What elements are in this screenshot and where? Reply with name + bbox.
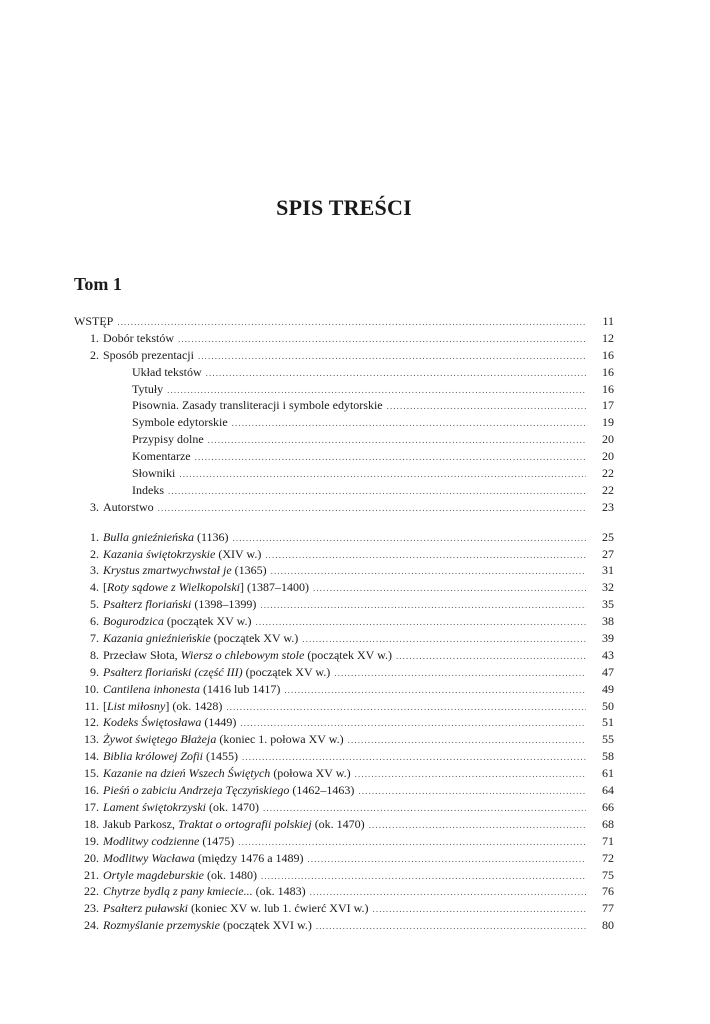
toc-entry[interactable]: [74, 765, 614, 782]
toc-entry-number: 8.: [90, 647, 99, 662]
toc-entry-label: Kazania gnieźnieńskie (początek XV w.): [103, 631, 299, 646]
toc-entry-page-number: 39: [602, 631, 614, 646]
toc-entry-page-number: 20: [602, 432, 614, 447]
toc-entry-label: Psałterz floriański (część III) (początek XV w.): [103, 664, 331, 679]
toc-entry-label: Żywot świętego Błażeja (koniec 1. połowa XV w.): [103, 732, 344, 747]
toc-entry-number: 13.: [84, 732, 99, 747]
dot-leader: [260, 597, 586, 614]
toc-entry[interactable]: [74, 782, 614, 799]
toc-entry[interactable]: [74, 330, 614, 347]
toc-entry-label: Ortyle magdeburskie (ok. 1480): [103, 867, 257, 882]
toc-entry-label: Chytrze bydlą z pany kmiecie... (ok. 1483): [103, 884, 306, 899]
toc-entry-number: 4.: [90, 580, 99, 595]
toc-entry-number: 20.: [84, 850, 99, 865]
toc-entry-label: Modlitwy codzienne (1475): [103, 833, 235, 848]
toc-entry-number: 1.: [90, 529, 99, 544]
dot-leader: [178, 331, 586, 348]
dot-leader: [369, 817, 586, 834]
toc-entry-page-number: 80: [602, 918, 614, 933]
toc-entry[interactable]: [74, 482, 614, 499]
toc-entry-page-number: 55: [602, 732, 614, 747]
toc-entry-page-number: 22: [602, 466, 614, 481]
toc-entry-label: [Roty sądowe z Wielkopolski] (1387–1400): [103, 580, 309, 595]
toc-entry[interactable]: [74, 917, 614, 934]
toc-entry-label: Symbole edytorskie: [132, 415, 228, 430]
toc-entry-label: Jakub Parkosz, Traktat o ortografii polskiej (ok. 1470): [103, 816, 365, 831]
toc-entry-page-number: 61: [602, 766, 614, 781]
toc-entry-page-number: 71: [602, 833, 614, 848]
toc-entry[interactable]: [74, 347, 614, 364]
toc-entry[interactable]: [74, 364, 614, 381]
toc-entry-number: 21.: [84, 867, 99, 882]
dot-leader: [358, 783, 586, 800]
dot-leader: [256, 614, 586, 631]
toc-entry-label: Pieśń o zabiciu Andrzeja Tęczyńskiego (1462–1463): [103, 783, 355, 798]
toc-entry-page-number: 16: [602, 364, 614, 379]
toc-entry-number: 12.: [84, 715, 99, 730]
dot-leader: [226, 699, 586, 716]
toc-entry-label: [List miłosny] (ok. 1428): [103, 698, 223, 713]
toc-entry-page-number: 64: [602, 783, 614, 798]
toc-entry-page-number: 58: [602, 749, 614, 764]
toc-entry-label: Sposób prezentacji: [103, 347, 194, 362]
toc-entry[interactable]: [74, 529, 614, 546]
toc-entry-page-number: 16: [602, 381, 614, 396]
toc-entry[interactable]: [74, 850, 614, 867]
toc-entry-label: Lament świętokrzyski (ok. 1470): [103, 799, 259, 814]
toc-entry-label: Układ tekstów: [132, 364, 202, 379]
dot-leader: [265, 547, 586, 564]
toc-entry-number: 18.: [84, 816, 99, 831]
toc-entry-label: Modlitwy Wacława (między 1476 a 1489): [103, 850, 304, 865]
toc-entry-page-number: 66: [602, 799, 614, 814]
toc-entry[interactable]: [74, 883, 614, 900]
toc-entry-label: Krystus zmartwychwstał je (1365): [103, 563, 267, 578]
dot-leader: [195, 449, 586, 466]
toc-entry-label: Indeks: [132, 482, 164, 497]
dot-leader: [271, 563, 586, 580]
toc-entry[interactable]: [74, 833, 614, 850]
toc-entry-label: Komentarze: [132, 449, 191, 464]
toc-entry[interactable]: [74, 731, 614, 748]
dot-leader: [232, 415, 586, 432]
toc-entry[interactable]: [74, 414, 614, 431]
volume-heading: Tom 1: [74, 274, 122, 294]
toc-entry-page-number: 17: [602, 398, 614, 413]
toc-entry-number: 16.: [84, 783, 99, 798]
toc-entry-page-number: 77: [602, 901, 614, 916]
dot-leader: [373, 901, 586, 918]
toc-entry-page-number: 11: [602, 314, 614, 328]
page-title: SPIS TREŚCI: [276, 195, 412, 220]
toc-entry[interactable]: [74, 431, 614, 448]
toc-entry[interactable]: [74, 313, 614, 330]
toc-entry-label: WSTĘP: [74, 314, 114, 328]
toc-entry-number: 19.: [84, 833, 99, 848]
toc-entry[interactable]: [74, 816, 614, 833]
toc-entry-label: Autorstwo: [103, 499, 154, 514]
toc-entry-page-number: 23: [602, 499, 614, 514]
toc-entry[interactable]: [74, 613, 614, 630]
toc-entry-page-number: 25: [602, 529, 614, 544]
toc-entry[interactable]: [74, 681, 614, 698]
dot-leader: [316, 918, 586, 935]
dot-leader: [198, 348, 586, 365]
toc-entry-number: 2.: [90, 546, 99, 561]
toc-entry-page-number: 35: [602, 597, 614, 612]
toc-entry-page-number: 75: [602, 867, 614, 882]
toc-entry-page-number: 68: [602, 816, 614, 831]
toc-entry-label: Kazania świętokrzyskie (XIV w.): [103, 546, 262, 561]
dot-leader: [261, 868, 586, 885]
toc-entry-page-number: 12: [602, 330, 614, 345]
toc-entry-label: Słowniki: [132, 466, 176, 481]
toc-entry-label: Tytuły: [132, 381, 164, 396]
toc-entry[interactable]: [74, 630, 614, 647]
dot-leader: [334, 665, 586, 682]
toc-entry[interactable]: [74, 748, 614, 765]
dot-leader: [263, 800, 586, 817]
toc-entry-label: Przypisy dolne: [132, 432, 204, 447]
toc-entry[interactable]: [74, 448, 614, 465]
toc-entry-number: 14.: [84, 749, 99, 764]
toc-entry-number: 11.: [84, 698, 99, 713]
toc-entry-page-number: 32: [602, 580, 614, 595]
toc-entry-page-number: 27: [602, 546, 614, 561]
dot-leader: [308, 851, 586, 868]
dot-leader: [208, 432, 586, 449]
toc-entry[interactable]: [74, 664, 614, 681]
dot-leader: [158, 500, 586, 517]
toc-entry-page-number: 72: [602, 850, 614, 865]
toc-entry-page-number: 16: [602, 347, 614, 362]
toc-entry-page-number: 31: [602, 563, 614, 578]
toc-entry-number: 15.: [84, 766, 99, 781]
toc-entry-number: 9.: [90, 664, 99, 679]
dot-leader: [310, 884, 586, 901]
toc-entry-page-number: 22: [602, 482, 614, 497]
dot-leader: [302, 631, 586, 648]
toc-entry-label: Dobór tekstów: [103, 330, 174, 345]
toc-entry[interactable]: [74, 647, 614, 664]
dot-leader: [179, 466, 586, 483]
toc-entry-page-number: 49: [602, 681, 614, 696]
toc-entry[interactable]: [74, 381, 614, 398]
toc-entry-label: Psałterz floriański (1398–1399): [103, 597, 257, 612]
toc-entry-page-number: 43: [602, 647, 614, 662]
toc-entry[interactable]: [74, 698, 614, 715]
dot-leader: [313, 580, 586, 597]
toc-entry-number: 23.: [84, 901, 99, 916]
dot-leader: [206, 365, 586, 382]
toc-entry-label: Kodeks Świętosława (1449): [103, 715, 237, 730]
toc-entry-number: 22.: [84, 884, 99, 899]
toc-entry-label: Pisownia. Zasady transliteracji i symbole edytorskie: [132, 398, 383, 413]
toc-entry-number: 1.: [90, 330, 99, 345]
toc-entry-page-number: 19: [602, 415, 614, 430]
toc-entry-label: Przecław Słota, Wiersz o chlebowym stole (początek XV w.): [103, 647, 392, 662]
toc-entry-label: Biblia królowej Zofii (1455): [103, 749, 239, 764]
toc-entry-page-number: 38: [602, 614, 614, 629]
dot-leader: [167, 382, 586, 399]
toc-entry-label: Bulla gnieźnieńska (1136): [103, 529, 229, 544]
dot-leader: [240, 715, 586, 732]
toc-entry-label: Cantilena inhonesta (1416 lub 1417): [103, 681, 281, 696]
toc-entry-number: 5.: [90, 597, 99, 612]
toc-entry-number: 7.: [90, 631, 99, 646]
dot-leader: [396, 648, 586, 665]
dot-leader: [284, 682, 586, 699]
toc-entry-label: Bogurodzica (początek XV w.): [103, 614, 252, 629]
dot-leader: [168, 483, 586, 500]
dot-leader: [238, 834, 586, 851]
table-of-contents: [74, 313, 614, 934]
toc-entry-page-number: 47: [602, 664, 614, 679]
toc-entry-page-number: 20: [602, 449, 614, 464]
toc-entry[interactable]: [74, 579, 614, 596]
dot-leader: [348, 732, 586, 749]
toc-entry[interactable]: [74, 900, 614, 917]
toc-entry-number: 6.: [90, 614, 99, 629]
toc-entry[interactable]: [74, 867, 614, 884]
dot-leader: [242, 749, 586, 766]
toc-entry[interactable]: [74, 499, 614, 516]
toc-entry-number: 2.: [90, 347, 99, 362]
toc-entry[interactable]: [74, 799, 614, 816]
dot-leader: [355, 766, 586, 783]
toc-entry-label: Rozmyślanie przemyskie (początek XVI w.): [103, 918, 312, 933]
dot-leader: [387, 398, 586, 415]
toc-entry-page-number: 76: [602, 884, 614, 899]
toc-entry-label: Kazanie na dzień Wszech Świętych (połowa XV w.): [103, 766, 351, 781]
dot-leader: [117, 314, 586, 331]
toc-entry[interactable]: [74, 596, 614, 613]
toc-entry[interactable]: [74, 546, 614, 563]
toc-entry[interactable]: [74, 714, 614, 731]
toc-entry-number: 17.: [84, 799, 99, 814]
toc-entry-number: 24.: [84, 918, 99, 933]
toc-entry-label: Psałterz puławski (koniec XV w. lub 1. ćwierć XVI w.): [103, 901, 369, 916]
toc-entry[interactable]: [74, 397, 614, 414]
toc-entry[interactable]: [74, 465, 614, 482]
toc-entry-number: 3.: [90, 563, 99, 578]
toc-entry[interactable]: [74, 562, 614, 579]
toc-entry-page-number: 51: [602, 715, 614, 730]
dot-leader: [233, 530, 586, 547]
toc-entry-number: 3.: [90, 499, 99, 514]
toc-entry-page-number: 50: [602, 698, 614, 713]
toc-entry-number: 10.: [84, 681, 99, 696]
